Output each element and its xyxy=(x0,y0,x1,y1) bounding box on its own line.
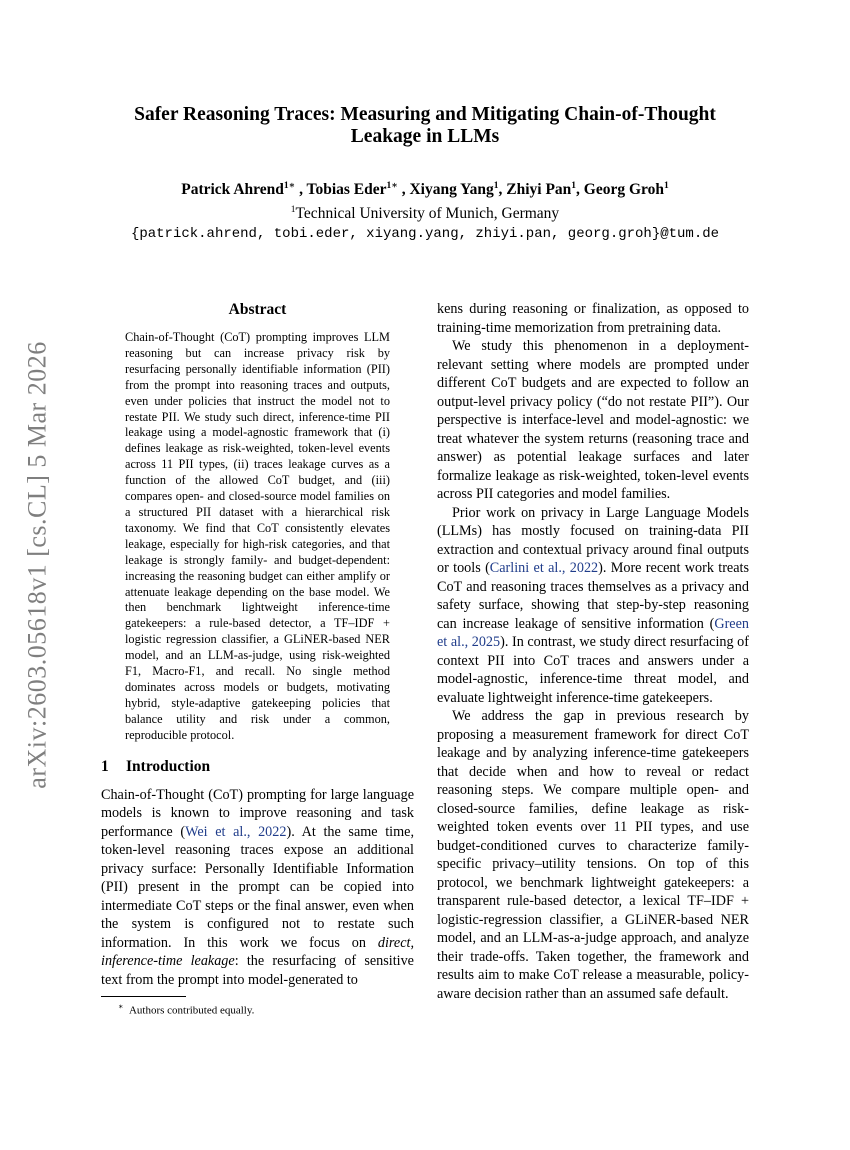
citation-link[interactable]: Wei et al., 2022 xyxy=(185,823,287,840)
text-run: Chain-of-Thought (CoT) prompting for large language models is known to improve reasoning and task performance ( xyxy=(101,786,414,840)
affiliation xyxy=(0,200,850,224)
intro-paragraph-3 xyxy=(437,504,749,708)
footnote xyxy=(101,1000,414,1018)
author-mark: 1 xyxy=(571,181,577,191)
author-name: Georg Groh xyxy=(583,181,665,199)
author-separator: , xyxy=(576,181,584,199)
intro-paragraph-2: We study this phenomenon in a deployment-relevant setting where models are prompted under different CoT budgets and are expected to follow an output-level privacy policy (“do not restate PII”). Our perspective is interface-level and model-agnostic: we treat whatever the system returns (reasoning trace and answer) as potential leakage surfaces and later formalize leakage as risk-weighted, token-level events across PII categories and model families. xyxy=(437,338,749,502)
citation-link[interactable]: Green et al., 2025 xyxy=(437,615,749,650)
abstract-text: Chain-of-Thought (CoT) prompting improves LLM reasoning but can increase privacy risk by resurfacing personally identifiable information (PII) from the prompt into reasoning traces and outputs, even under policies that instruct the model not to restate PII. We study such direct, inference-time PII leakage using a model-agnostic framework that (i) defines leakage as risk-weighted, token-level events across 11 PII types, (ii) traces leakage curves as a function of the allowed CoT budget, and (iii) compares open- and closed-source model families on a structured PII dataset with a hierarchical risk taxonomy. We find that CoT consistently elevates leakage, especially for high-risk categories, and that leakage is strongly family- and budget-dependent: increasing the reasoning budget can either amplify or attenuate leakage depending on the base model. We then benchmark lightweight inference-time gatekeepers: a rule-based detector, a TF–IDF + logistic regression classifier, a GLiNER-based NER model, and an LLM-as-judge, using risk-weighted F1, Macro-F1, and recall. No single method dominates across models or budgets, motivating hybrid, style-adaptive gatekeeping policies that balance utility and risk under a common, reproducible protocol. xyxy=(125,330,390,742)
intro-paragraph-1 xyxy=(101,786,414,990)
paper-title xyxy=(0,104,850,148)
text-run: ). In contrast, we study direct resurfacing of context PII into CoT traces and answers under a model-agnostic, inference-time threat model, and evaluate lightweight inference-time gatekeepers. xyxy=(437,634,749,706)
arxiv-identifier xyxy=(18,340,58,790)
arxiv-identifier-text: arXiv:2603.05618v1 [cs.CL] 5 Mar 2026 xyxy=(23,341,52,789)
paper-header xyxy=(0,104,850,244)
footnote-text: Authors contributed equally. xyxy=(128,1004,255,1017)
abstract-heading: Abstract xyxy=(228,301,287,318)
right-column xyxy=(437,300,749,1003)
footnote-rule xyxy=(101,996,186,997)
author-mark: 1∗ xyxy=(386,181,398,191)
section-title: Introduction xyxy=(126,757,211,775)
author-name: Zhiyi Pan xyxy=(506,181,572,199)
affiliation-mark: 1 xyxy=(290,205,296,216)
author-name: Tobias Eder xyxy=(306,181,387,199)
author-separator: , xyxy=(498,181,507,199)
author-mark: 1∗ xyxy=(283,181,296,191)
author-name: Patrick Ahrend xyxy=(181,181,284,199)
text-run: ). At the same time, token-level reasoning traces expose an additional privacy surface: Personally Identifiable Information (PII) present in the prompt can be copied into intermediate CoT steps or the final answer, even when the system is configured not to restate such information. In this work we focus on xyxy=(101,823,414,951)
left-column xyxy=(101,300,414,1018)
text-run: ). More recent work treats CoT and reasoning traces themselves as a privacy and safety surface, showing that step-by-step reasoning can increase leakage of sensitive information ( xyxy=(437,560,749,632)
affiliation-text: Technical University of Munich, Germany xyxy=(295,205,560,223)
author-name: Xiyang Yang xyxy=(409,181,494,199)
text-run: Prior work on privacy in Large Language Models (LLMs) has mostly focused on training-data PII extraction and contextual privacy around final outputs or tools ( xyxy=(437,504,749,576)
author-mark: 1 xyxy=(664,181,669,191)
author-mark: 1 xyxy=(493,181,499,191)
author-list xyxy=(0,176,850,200)
title-line-2: Leakage in LLMs xyxy=(350,126,500,147)
footnote-mark: ∗ xyxy=(118,1002,124,1012)
author-separator: , xyxy=(295,181,307,199)
citation-link[interactable]: Carlini et al., 2022 xyxy=(489,560,599,576)
text-run: : the resurfacing of sensitive text from the prompt into model-generated to xyxy=(101,953,414,988)
section-number: 1 xyxy=(101,757,109,775)
intro-paragraph-1-continued: kens during reasoning or finalization, as opposed to training-time memorization from pretraining data. xyxy=(437,301,749,336)
section-heading-introduction xyxy=(101,757,414,777)
intro-paragraph-4: We address the gap in previous research by proposing a measurement framework for direct CoT leakage and by analyzing inference-time gatekeepers that decide when and how to reveal or redact reasoning steps. We compare multiple open- and closed-source families, define leakage as risk-weighted token events over 11 PII types, and use budget-conditioned curves to characterize family-specific privacy–utility tensions. On top of this protocol, we benchmark lightweight gatekeepers: a transparent rule-based detector, a lexical TF–IDF + logistic-regression classifier, a GLiNER-based NER model, and an LLM-as-a-judge approach, and analyze their trade-offs. Taken together, the framework and results aim to make CoT release a measurable, policy-aware decision rather than an assumed safe default. xyxy=(437,708,749,1002)
emphasis-text: direct, inference-time leakage xyxy=(101,934,414,970)
author-emails: {patrick.ahrend, tobi.eder, xiyang.yang, zhiyi.pan, georg.groh}@tum.de xyxy=(130,226,720,243)
author-separator: , xyxy=(397,181,410,199)
title-line-1: Safer Reasoning Traces: Measuring and Mitigating Chain-of-Thought xyxy=(134,104,716,125)
